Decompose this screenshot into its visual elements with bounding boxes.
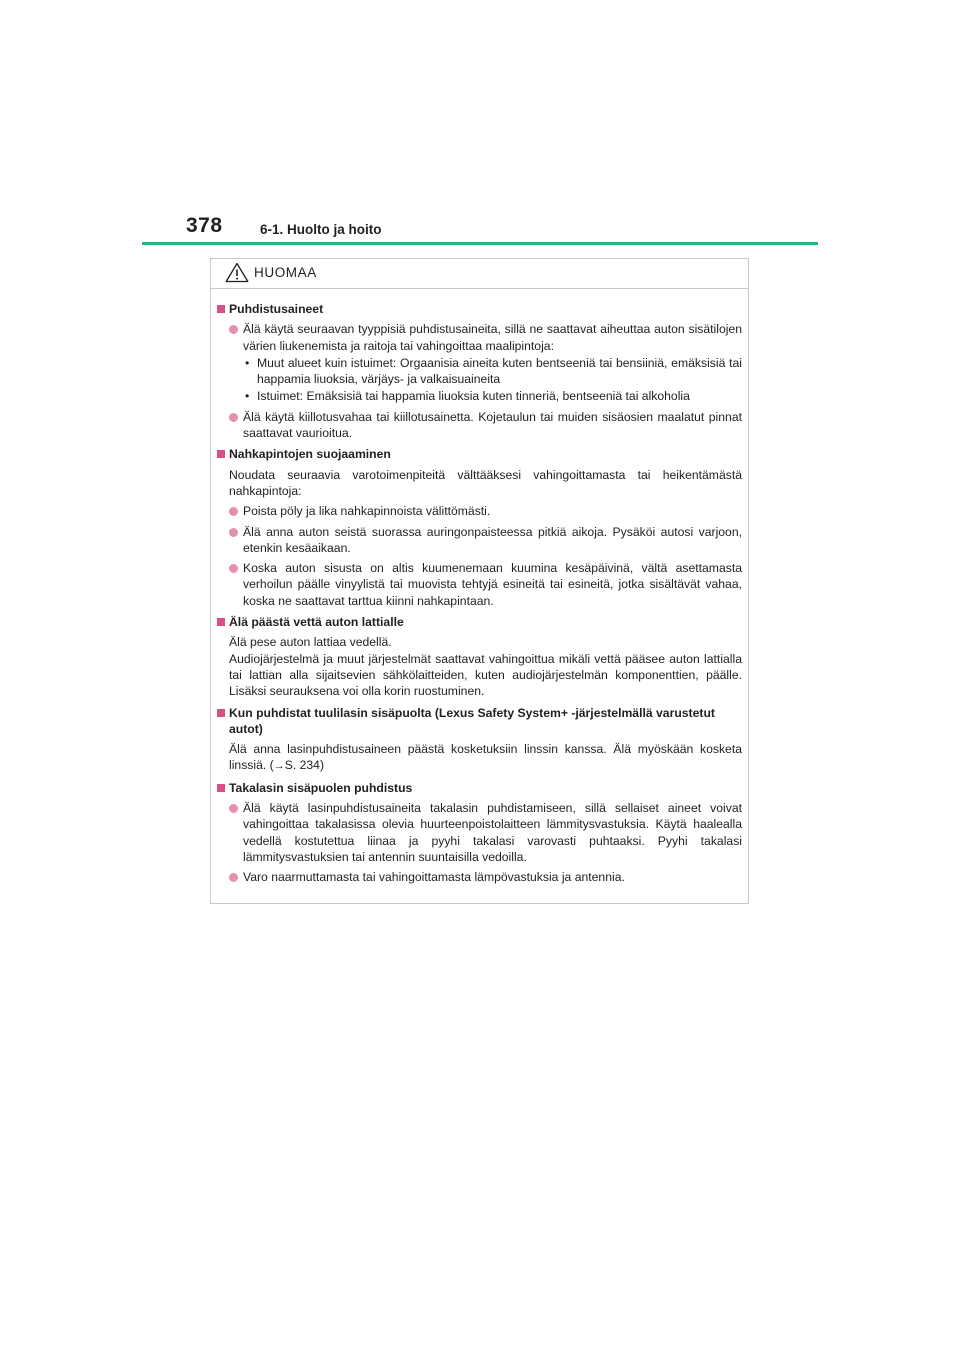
heading-text: Puhdistusaineet [229,302,324,316]
reference-arrow-icon: → [273,760,285,773]
list-item-text: Älä käytä seuraavan tyyppisiä puhdistusaineita, sillä ne saattavat aiheuttaa auton sisätilojen värien liukenemista ja raitoja tai vahingoittaa maalipintoja: [243,322,742,353]
sub-list-item [217,355,742,388]
bullet-dot-icon [229,325,238,334]
paragraph-line: Älä pese auton lattiaa vedellä. [229,635,392,650]
list-item [217,503,742,519]
section-heading-cleaning-agents [217,301,742,317]
list-item-text: Koska auton sisusta on altis kuumenemaan kuumina kesäpäivinä, vältä asettamasta verhoilun päälle vinyylistä tai muovista tehtyjä esineitä tai esineitä, jotka sisältävät vahaa, koska ne saattavat tarttua kiinni nahkapintaan. [243,561,742,608]
section-heading-leather [217,446,742,462]
heading-square-icon [217,709,225,717]
notice-body [211,289,748,886]
section-heading-floor-water [217,614,742,630]
list-item [217,869,742,885]
section-heading-rear-window [217,780,742,796]
page-number: 378 [186,214,223,237]
notice-title: HUOMAA [254,265,317,280]
sub-bullet-icon: • [245,389,250,404]
sub-bullet-icon: • [245,355,250,370]
paragraph [217,741,742,775]
list-item-text: Älä anna auton seistä suorassa auringonpaisteessa pitkiä aikoja. Pysäköi autosi varjoon, etenkin kesäaikaan. [243,524,742,555]
header-rule [142,242,818,245]
heading-text: Nahkapintojen suojaaminen [229,447,391,462]
heading-square-icon [217,450,225,458]
heading-square-icon [217,305,225,313]
heading-square-icon [217,618,225,626]
list-item-text: Älä käytä lasinpuhdistusaineita takalasin puhdistamiseen, sillä sellaiset aineet voivat vahingoittaa takalasissa olevia huurteenpoistolaitteen lämmitysvastuksia. Käytä haalealla vedellä kostutettua liinaa ja pyyhi takalasi varovasti puhtaaksi. Pyyhi takalasi lämmitysvastuksien tai antennin suuntaisilla vedoilla. [243,801,742,864]
list-item-text: Varo naarmuttamasta tai vahingoittamasta lämpövastuksia ja antennia. [243,870,625,885]
notice-box [210,258,749,904]
section-title: 6-1. Huolto ja hoito [260,222,382,237]
page-reference-link[interactable]: S. 234) [284,758,324,773]
section-heading-windshield [217,705,742,738]
paragraph-text: Älä anna lasinpuhdistusaineen päästä kosketuksiin linssin kanssa. Älä myöskään kosketa linssiä. ( [229,742,742,773]
list-item-text: Älä käytä kiillotusvahaa tai kiillotusainetta. Kojetaulun tai muiden sisäosien maalatut pinnat saattavat vaurioitua. [243,409,742,441]
bullet-dot-icon [229,413,238,422]
list-item [217,524,742,557]
bullet-dot-icon [229,507,238,516]
bullet-dot-icon [229,873,238,882]
heading-text: Älä päästä vettä auton lattialle [229,615,404,630]
list-item [217,800,742,865]
sub-list-item-text: Muut alueet kuin istuimet: Orgaanisia aineita kuten bentseeniä tai bensiiniä, emäksisiä tai happamia liuoksia, värjäys- ja valkaisuaineita [257,355,742,387]
list-item [217,321,742,354]
paragraph-line: Audiojärjestelmä ja muut järjestelmät saattavat vahingoittua mikäli vettä pääsee auton lattialla tai lattian alla sijaitsevien sähkölaitteiden, kuten audiojärjestelmän komponenttien, päälle. Lisäksi seurauksena voi olla korin ruostuminen. [229,651,742,699]
bullet-dot-icon [229,564,238,573]
sub-list-item-text: Istuimet: Emäksisiä tai happamia liuoksia kuten tinneriä, bentseeniä tai alkoholia [257,389,690,404]
heading-text: Takalasin sisäpuolen puhdistus [229,780,413,795]
paragraph: Noudata seuraavia varotoimenpiteitä välttääksesi vahingoittamasta tai heikentämästä nahkapintoja: [229,467,742,498]
bullet-dot-icon [229,804,238,813]
list-item-text: Poista pöly ja lika nahkapinnoista välittömästi. [243,504,491,519]
heading-text: Kun puhdistat tuulilasin sisäpuolta (Lexus Safety System+ -järjestelmällä varustetut autot) [229,705,715,736]
list-item [217,560,742,609]
notice-header [211,259,748,289]
paragraph [217,634,742,699]
bullet-dot-icon [229,528,238,537]
list-item [217,409,742,442]
sub-list-item [217,388,742,404]
warning-triangle-icon [225,262,249,283]
heading-square-icon [217,784,225,792]
